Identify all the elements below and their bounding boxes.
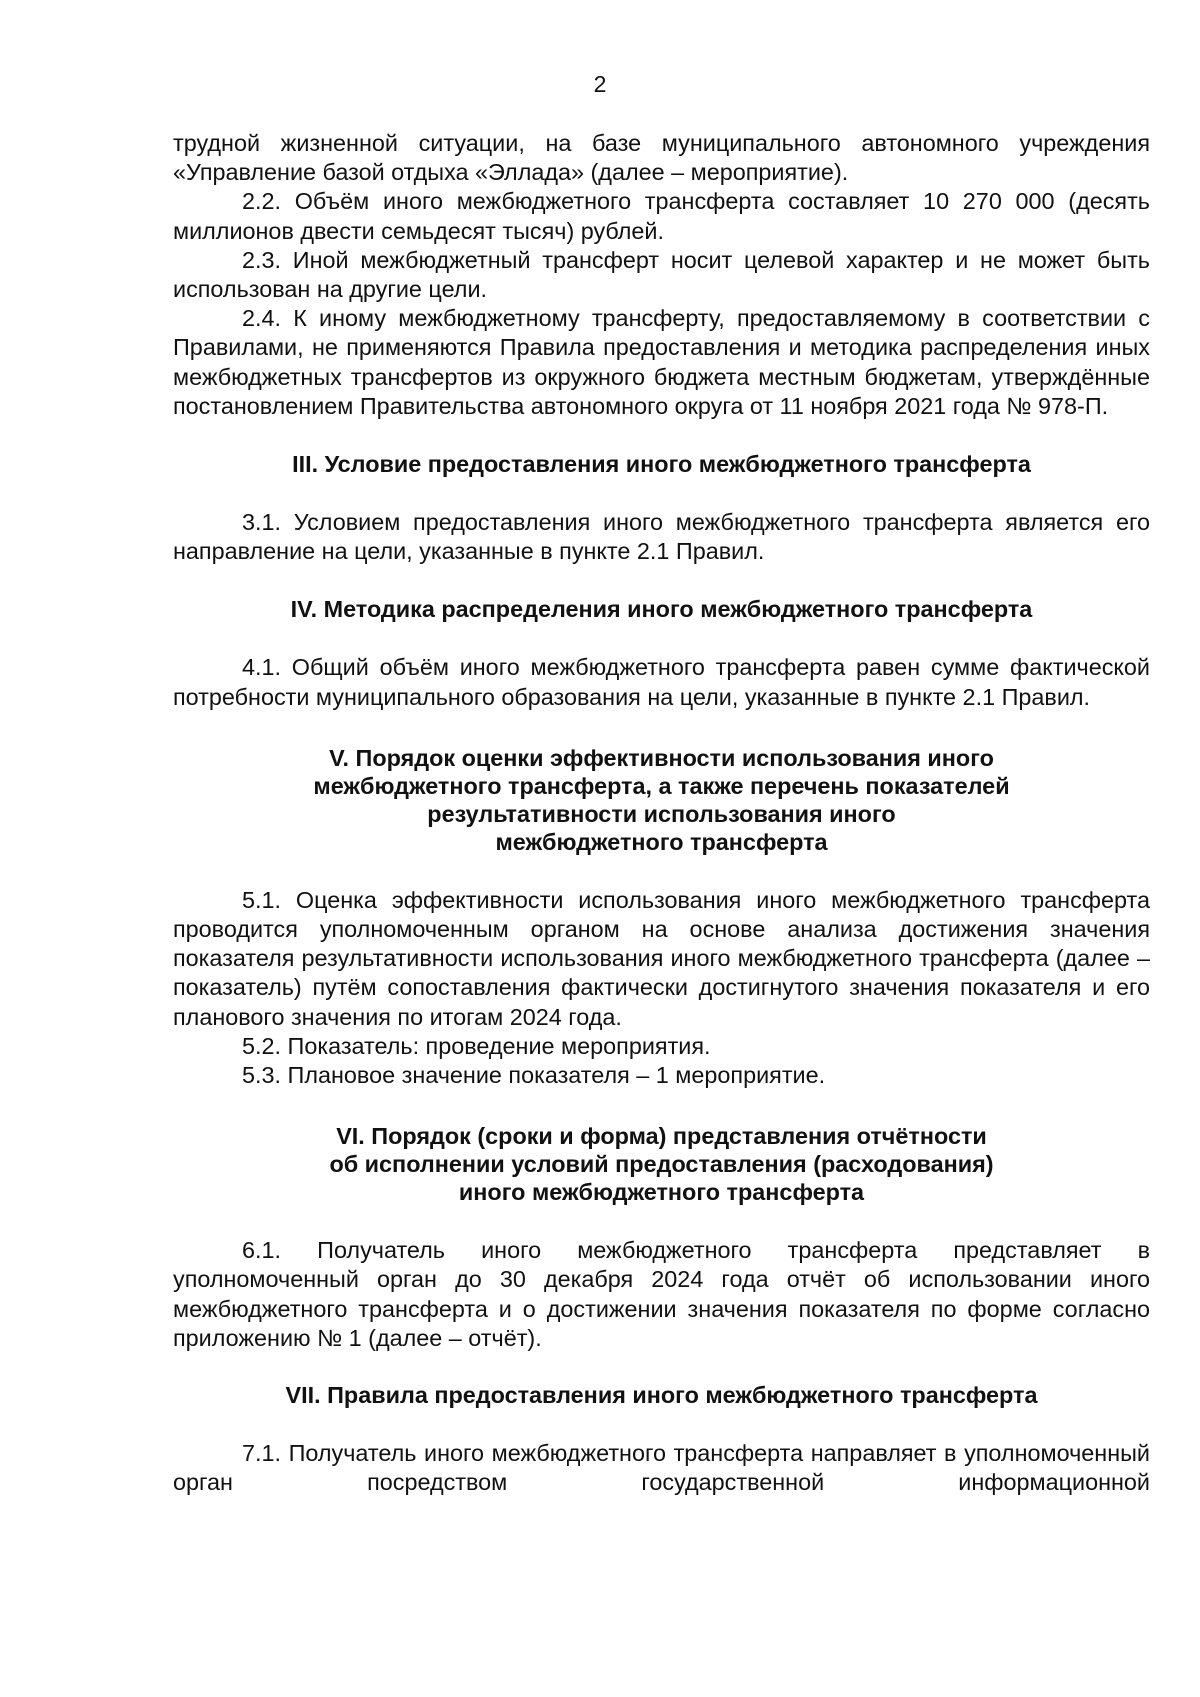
paragraph-2-1-continuation: трудной жизненной ситуации, на базе муниципального автономного учреждения «Управление базой отдыха «Эллада» (далее – мероприятие). bbox=[173, 130, 1150, 186]
section-6-heading bbox=[173, 1122, 1150, 1206]
section-5-heading-line: V. Порядок оценки эффективности использования иного bbox=[329, 744, 994, 771]
paragraph-4-1: 4.1. Общий объём иного межбюджетного трансферта равен сумме фактической потребности муниципального образования на цели, указанные в пункте 2.1 Правил. bbox=[173, 654, 1150, 710]
paragraph-2-2: 2.2. Объём иного межбюджетного трансферта составляет 10 270 000 (десять миллионов двести семьдесят тысяч) рублей. bbox=[173, 188, 1150, 244]
section-6-heading-line: VI. Порядок (сроки и форма) представления отчётности bbox=[336, 1123, 987, 1150]
section-5-heading-line: результативности использования иного bbox=[427, 800, 896, 827]
section-5-heading bbox=[173, 744, 1150, 856]
paragraph-3-1: 3.1. Условием предоставления иного межбюджетного трансферта является его направление на цели, указанные в пункте 2.1 Правил. bbox=[173, 509, 1150, 565]
section-4-heading: IV. Методика распределения иного межбюджетного трансферта bbox=[290, 596, 1033, 623]
section-3-heading: III. Условие предоставления иного межбюджетного трансферта bbox=[292, 451, 1031, 478]
paragraph-5-1: 5.1. Оценка эффективности использования иного межбюджетного трансферта проводится уполномоченным органом на основе анализа достижения значения показателя результативности использования иного межбюджетного трансферта (далее – показатель) путём сопоставления фактически достигнутого значения показателя и его планового значения по итогам 2024 года. bbox=[173, 886, 1150, 1030]
paragraph-2-4: 2.4. К иному межбюджетному трансферту, предоставляемому в соответствии с Правилами, не применяются Правила предоставления и методика распределения иных межбюджетных трансфертов из окружного бюджета местным бюджетам, утверждённые постановлением Правительства автономного округа от 11 ноября 2021 года № 978-П. bbox=[173, 305, 1150, 419]
paragraph-5-2: 5.2. Показатель: проведение мероприятия. bbox=[242, 1032, 711, 1059]
section-5-heading-line: межбюджетного трансферта, а также перечень показателей bbox=[313, 772, 1010, 799]
section-6-heading-line: иного межбюджетного трансферта bbox=[458, 1179, 865, 1206]
page-number: 2 bbox=[593, 71, 607, 97]
section-6-heading-line: об исполнении условий предоставления (расходования) bbox=[329, 1151, 994, 1178]
paragraph-7-1: 7.1. Получатель иного межбюджетного трансферта направляет в уполномоченный орган посредством государственной информационной bbox=[173, 1440, 1150, 1496]
paragraph-6-1: 6.1. Получатель иного межбюджетного трансферта представляет в уполномоченный орган до 30 декабря 2024 года отчёт об использовании иного межбюджетного трансферта и о достижении значения показателя по форме согласно приложению № 1 (далее – отчёт). bbox=[173, 1237, 1150, 1351]
paragraph-2-3: 2.3. Иной межбюджетный трансферт носит целевой характер и не может быть использован на другие цели. bbox=[173, 246, 1150, 303]
section-5-heading-line: межбюджетного трансферта bbox=[495, 828, 828, 855]
document-body bbox=[173, 129, 1150, 1497]
section-7-heading: VII. Правила предоставления иного межбюджетного трансферта bbox=[285, 1382, 1038, 1409]
paragraph-5-3: 5.3. Плановое значение показателя – 1 мероприятие. bbox=[242, 1062, 826, 1089]
